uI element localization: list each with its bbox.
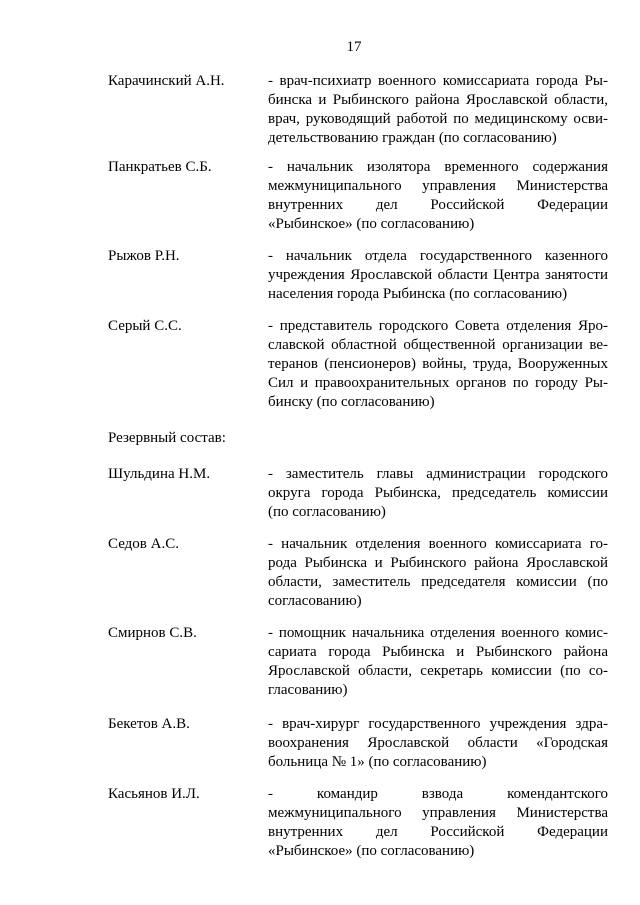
member-name: Панкратьев С.Б. xyxy=(108,159,212,175)
role-line: - помощник начальника отделения военного комис- xyxy=(268,625,608,641)
role-line: населения города Рыбинска (по согласованию) xyxy=(268,286,568,302)
page-number: 17 xyxy=(346,39,362,55)
member-role xyxy=(268,715,608,772)
member-role xyxy=(268,247,608,304)
member-row xyxy=(108,785,608,861)
member-role xyxy=(268,72,608,148)
member-name: Рыжов Р.Н. xyxy=(108,248,180,264)
role-line: Сил и правоохранительных органов по городу Ры- xyxy=(268,375,608,391)
member-role xyxy=(268,317,608,412)
role-line: округа города Рыбинска, председатель комиссии xyxy=(268,485,608,501)
member-role xyxy=(268,785,608,861)
reserve-list xyxy=(108,465,608,861)
role-line: - врач-психиатр военного комиссариата города Ры- xyxy=(268,73,608,89)
member-name: Серый С.С. xyxy=(108,318,182,334)
member-name: Касьянов И.Л. xyxy=(108,786,200,802)
role-line: сариата города Рыбинска и Рыбинского района xyxy=(268,644,608,660)
role-line: внутренних дел Российской Федерации xyxy=(268,197,608,213)
member-row xyxy=(108,317,608,412)
member-row xyxy=(108,72,608,148)
role-line: «Рыбинское» (по согласованию) xyxy=(268,216,475,232)
role-line: - заместитель главы администрации городского xyxy=(268,466,608,482)
member-role xyxy=(268,158,608,234)
role-line: гласованию) xyxy=(268,682,348,698)
member-row xyxy=(108,715,608,772)
member-row xyxy=(108,535,608,611)
member-row xyxy=(108,247,608,304)
role-line: славской областной общественной организации ве- xyxy=(268,337,608,353)
role-line: - начальник отделения военного комиссариата го- xyxy=(268,536,608,552)
member-name: Бекетов А.В. xyxy=(108,716,190,732)
role-line: - представитель городского Совета отделения Яро- xyxy=(268,318,608,334)
role-line: бинска и Рыбинского района Ярославской области, xyxy=(268,92,608,108)
reserve-section-title: Резервный состав: xyxy=(108,430,226,446)
member-role xyxy=(268,535,608,611)
role-line: учреждения Ярославской области Центра занятости xyxy=(268,267,608,283)
role-line: (по согласованию) xyxy=(268,504,386,520)
member-name: Карачинский А.Н. xyxy=(108,73,225,89)
role-line: бинску (по согласованию) xyxy=(268,394,435,410)
role-line: межмуниципального управления Министерства xyxy=(268,178,608,194)
member-role xyxy=(268,624,608,700)
role-line: больница № 1» (по согласованию) xyxy=(268,754,487,770)
role-line: рода Рыбинска и Рыбинского района Ярославской xyxy=(268,555,608,571)
role-line: врач, руководящий работой по медицинскому осви- xyxy=(268,111,608,127)
member-name: Седов А.С. xyxy=(108,536,179,552)
role-line: области, заместитель председателя комиссии (по xyxy=(268,574,608,590)
role-line: - начальник отдела государственного казенного xyxy=(268,248,608,264)
member-row xyxy=(108,465,608,522)
members-list xyxy=(108,72,608,412)
role-line: Ярославской области, секретарь комиссии (по со- xyxy=(268,663,608,679)
role-line: теранов (пенсионеров) войны, труда, Вооруженных xyxy=(268,356,608,372)
member-role xyxy=(268,465,608,522)
role-line: детельствованию граждан (по согласованию) xyxy=(268,130,557,146)
member-name: Шульдина Н.М. xyxy=(108,466,211,482)
role-line: межмуниципального управления Министерства xyxy=(268,805,608,821)
role-line: - начальник изолятора временного содержания xyxy=(268,159,608,175)
role-line: «Рыбинское» (по согласованию) xyxy=(268,843,475,859)
commission-list xyxy=(108,72,608,861)
member-row xyxy=(108,624,608,700)
member-row xyxy=(108,158,608,234)
role-line: - врач-хирург государственного учреждения здра- xyxy=(268,716,608,732)
role-line: внутренних дел Российской Федерации xyxy=(268,824,608,840)
role-line: воохранения Ярославской области «Городская xyxy=(268,735,608,751)
role-line: - командир взвода комендантского xyxy=(268,786,608,802)
member-name: Смирнов С.В. xyxy=(108,625,197,641)
role-line: согласованию) xyxy=(268,593,362,609)
